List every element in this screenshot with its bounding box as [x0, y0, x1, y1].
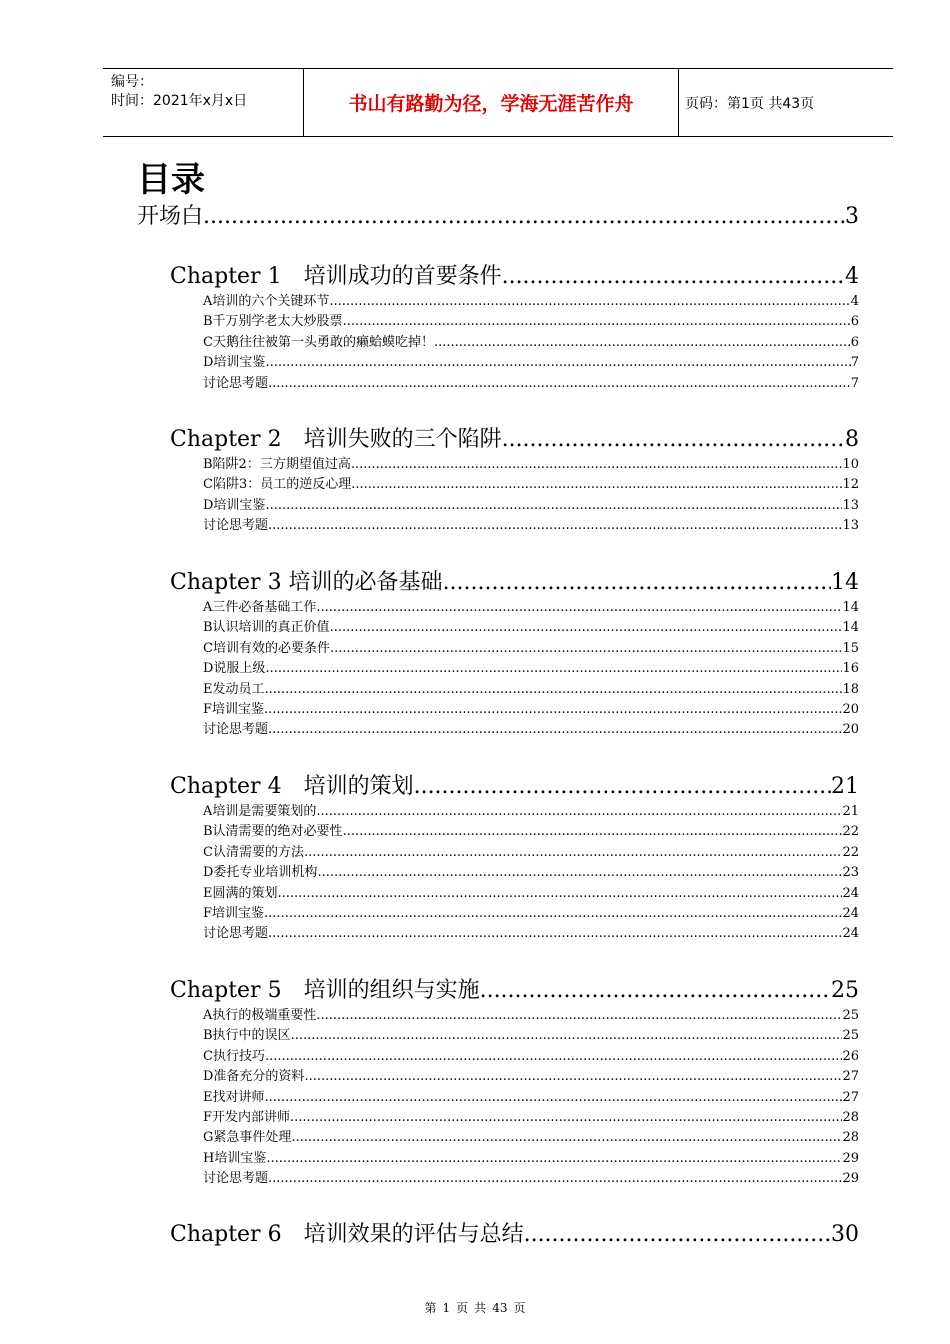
- toc-entry-label: B认清需要的绝对必要性: [203, 824, 343, 839]
- dot-leader: [265, 682, 843, 697]
- toc-section-item[interactable]: [203, 922, 859, 942]
- toc-entry-label: A培训的六个关键环节: [203, 294, 330, 309]
- dot-leader: [304, 845, 843, 860]
- dot-leader: [343, 314, 851, 329]
- toc-entry-label: G紧急事件处理: [203, 1130, 292, 1145]
- toc-entry-page: 22: [842, 824, 859, 839]
- toc-entry-label: Chapter 1 培训成功的首要条件: [170, 264, 502, 289]
- toc-section-item[interactable]: [203, 473, 859, 493]
- toc-entry-label: A三件必备基础工作: [203, 600, 317, 615]
- toc-section-item[interactable]: [203, 698, 859, 718]
- toc-section-item[interactable]: [203, 1106, 859, 1126]
- toc-section-item[interactable]: [203, 1167, 859, 1187]
- toc-entry-page: 3: [845, 204, 859, 229]
- dot-leader: [329, 294, 850, 309]
- toc-section-item[interactable]: [203, 331, 859, 351]
- toc-entry-page: 7: [850, 376, 859, 391]
- toc-entry-label: Chapter 2 培训失败的三个陷阱: [170, 427, 502, 452]
- toc-section-item[interactable]: [203, 494, 859, 514]
- toc-entry-label: Chapter 5 培训的组织与实施: [170, 978, 480, 1003]
- dot-leader: [268, 926, 842, 941]
- toc-entry-label: C陷阱3：员工的逆反心理: [203, 477, 352, 492]
- toc-section-item[interactable]: [203, 1065, 859, 1085]
- toc-entry-page: 29: [842, 1171, 859, 1186]
- dot-leader: [268, 1171, 842, 1186]
- toc-entry-page: 28: [842, 1130, 859, 1145]
- toc-section-item[interactable]: [203, 1045, 859, 1065]
- dot-leader: [502, 264, 845, 289]
- toc-entry-page: 22: [842, 845, 859, 860]
- toc-entry-label: B执行中的误区: [203, 1028, 291, 1043]
- dot-leader: [265, 498, 842, 513]
- toc-entry-page: 6: [850, 314, 859, 329]
- toc-title: 目录: [137, 160, 205, 200]
- header-divider: [678, 69, 679, 136]
- toc-entry-label: 讨论思考题: [203, 376, 269, 391]
- toc-entry-label: D准备充分的资料: [203, 1069, 305, 1084]
- dot-leader: [351, 477, 842, 492]
- toc-entry-page: 8: [845, 427, 859, 452]
- toc-entry-page: 24: [842, 906, 859, 921]
- dot-leader: [291, 1130, 842, 1145]
- toc-entry-page: 28: [842, 1110, 859, 1125]
- toc-chapter-3[interactable]: [170, 565, 859, 595]
- dot-leader: [278, 886, 843, 901]
- toc-chapter-4[interactable]: [170, 769, 859, 799]
- dot-leader: [265, 1090, 843, 1105]
- toc-entry-page: 12: [842, 477, 859, 492]
- dot-leader: [203, 204, 845, 229]
- toc-entry-label: B千万别学老太大炒股票: [203, 314, 343, 329]
- toc-section-item[interactable]: [203, 1147, 859, 1167]
- header-page-info: 页码：第1页 共43页: [685, 95, 815, 112]
- dot-leader: [330, 620, 843, 635]
- page-footer: [0, 1299, 950, 1316]
- footer-total: 43: [492, 1301, 508, 1315]
- header-motto: 书山有路勤为径，学海无涯苦作舟: [348, 93, 634, 115]
- toc-section-item[interactable]: [203, 1004, 859, 1024]
- footer-suffix: 页: [513, 1301, 526, 1315]
- date-label: 时间：2021年x月x日: [111, 93, 248, 109]
- toc-chapter-5[interactable]: [170, 973, 859, 1003]
- dot-leader: [268, 518, 842, 533]
- toc-section-item[interactable]: [203, 616, 859, 636]
- toc-entry-label: Chapter 3 培训的必备基础: [170, 570, 443, 595]
- dot-leader: [414, 774, 831, 799]
- dot-leader: [443, 570, 831, 595]
- toc-section-item[interactable]: [203, 372, 859, 392]
- toc-entry-page: 27: [842, 1069, 859, 1084]
- toc-entry-page: 15: [842, 641, 859, 656]
- toc-entry-page: 14: [842, 620, 859, 635]
- toc-entry-label: C天鹅往往被第一头勇敢的癞蛤蟆吃掉！: [203, 335, 434, 350]
- toc-entry-page: 27: [842, 1090, 859, 1105]
- toc-entry-label: F培训宝鉴: [203, 906, 265, 921]
- footer-total-label: 共: [474, 1301, 487, 1315]
- toc-section-item[interactable]: [203, 1024, 859, 1044]
- toc-entry-label: D培训宝鉴: [203, 498, 266, 513]
- dot-leader: [316, 600, 842, 615]
- toc-section-item[interactable]: [203, 1086, 859, 1106]
- dot-leader: [266, 1151, 842, 1166]
- toc-entry-label: D说服上级: [203, 661, 266, 676]
- toc-chapter-1[interactable]: [170, 259, 859, 289]
- toc-chapter-6[interactable]: [170, 1217, 859, 1247]
- dot-leader: [317, 865, 842, 880]
- toc-entry-page: 29: [842, 1151, 859, 1166]
- toc-section-item[interactable]: [203, 351, 859, 371]
- toc-entry-label: H培训宝鉴: [203, 1151, 267, 1166]
- dot-leader: [265, 1049, 843, 1064]
- dot-leader: [268, 722, 842, 737]
- toc-entry-label: D培训宝鉴: [203, 355, 266, 370]
- toc-entry-label: B认识培训的真正价值: [203, 620, 330, 635]
- toc-entry-page: 13: [842, 498, 859, 513]
- toc-section-item[interactable]: [203, 310, 859, 330]
- toc-section-item[interactable]: [203, 800, 859, 820]
- toc-entry-label: F开发内部讲师: [203, 1110, 291, 1125]
- toc-entry-label: E找对讲师: [203, 1090, 265, 1105]
- toc-entry-page: 21: [831, 774, 859, 799]
- dot-leader: [304, 1069, 842, 1084]
- toc-entry-page: 20: [842, 722, 859, 737]
- toc-entry-label: 讨论思考题: [203, 1171, 269, 1186]
- toc-section-item[interactable]: [203, 1126, 859, 1146]
- toc-entry-label: C培训有效的必要条件: [203, 641, 330, 656]
- number-label: 编号：: [111, 74, 153, 90]
- toc-entry-page: 14: [842, 600, 859, 615]
- dot-leader: [316, 1008, 842, 1023]
- toc-entry-label: E发动员工: [203, 682, 265, 697]
- toc-section-item[interactable]: [203, 861, 859, 881]
- toc-entry-page: 23: [842, 865, 859, 880]
- toc-entry-page: 4: [850, 294, 859, 309]
- toc-entry-page: 30: [831, 1222, 859, 1247]
- footer-page: 1: [442, 1301, 451, 1315]
- dot-leader: [480, 978, 831, 1003]
- toc-entry-page: 25: [831, 978, 859, 1003]
- toc-entry-page: 4: [845, 264, 859, 289]
- header-meta: [111, 73, 247, 111]
- toc-entry-label: Chapter 4 培训的策划: [170, 774, 414, 799]
- dot-leader: [268, 376, 851, 391]
- dot-leader: [316, 804, 842, 819]
- toc-entry-label: D委托专业培训机构: [203, 865, 318, 880]
- toc-section-item[interactable]: [203, 841, 859, 861]
- toc-section-item[interactable]: [203, 678, 859, 698]
- toc-entry-label: 讨论思考题: [203, 722, 269, 737]
- toc-entry-label: 开场白: [137, 204, 204, 229]
- toc-section-item[interactable]: [203, 290, 859, 310]
- toc-entry-page: 24: [842, 886, 859, 901]
- toc-section-item[interactable]: [203, 514, 859, 534]
- footer-prefix: 第: [424, 1301, 437, 1315]
- toc-entry-label: A执行的极端重要性: [203, 1008, 317, 1023]
- toc-entry-label: B陷阱2：三方期望值过高: [203, 457, 351, 472]
- toc-section-item[interactable]: [203, 820, 859, 840]
- toc-entry-page: 14: [831, 570, 859, 595]
- toc-entry-label: 讨论思考题: [203, 518, 269, 533]
- dot-leader: [291, 1028, 843, 1043]
- toc-chapter-2[interactable]: [170, 422, 859, 452]
- footer-page-unit: 页: [456, 1301, 469, 1315]
- toc-section-item[interactable]: [203, 657, 859, 677]
- dot-leader: [343, 824, 843, 839]
- toc-entry-page: 18: [842, 682, 859, 697]
- toc-entry-label: C执行技巧: [203, 1049, 265, 1064]
- toc-section-item[interactable]: [203, 882, 859, 902]
- toc-entry-page: 25: [842, 1008, 859, 1023]
- toc-entry-page: 7: [850, 355, 859, 370]
- toc-section-item[interactable]: [203, 637, 859, 657]
- toc-entry-page: 26: [842, 1049, 859, 1064]
- toc-entry-page: 10: [842, 457, 859, 472]
- toc-entry-page: 25: [842, 1028, 859, 1043]
- dot-leader: [502, 427, 845, 452]
- dot-leader: [524, 1222, 831, 1247]
- toc-entry-opening[interactable]: [137, 199, 859, 229]
- toc-entry-page: 21: [842, 804, 859, 819]
- toc-entry-label: Chapter 6 培训效果的评估与总结: [170, 1222, 524, 1247]
- dot-leader: [265, 661, 842, 676]
- dot-leader: [434, 335, 851, 350]
- toc-section-item[interactable]: [203, 596, 859, 616]
- toc-entry-page: 13: [842, 518, 859, 533]
- toc-section-item[interactable]: [203, 902, 859, 922]
- dot-leader: [290, 1110, 842, 1125]
- toc-entry-page: 16: [842, 661, 859, 676]
- dot-leader: [330, 641, 843, 656]
- toc-entry-label: 讨论思考题: [203, 926, 269, 941]
- dot-leader: [264, 906, 842, 921]
- toc-entry-page: 20: [842, 702, 859, 717]
- toc-entry-label: F培训宝鉴: [203, 702, 265, 717]
- toc-section-item[interactable]: [203, 453, 859, 473]
- toc-entry-label: E圆满的策划: [203, 886, 278, 901]
- toc-entry-page: 6: [850, 335, 859, 350]
- dot-leader: [265, 355, 850, 370]
- dot-leader: [351, 457, 843, 472]
- page-header: [103, 68, 893, 137]
- toc-section-item[interactable]: [203, 718, 859, 738]
- toc-entry-label: A培训是需要策划的: [203, 804, 317, 819]
- toc-entry-page: 24: [842, 926, 859, 941]
- dot-leader: [264, 702, 842, 717]
- toc-entry-label: C认清需要的方法: [203, 845, 304, 860]
